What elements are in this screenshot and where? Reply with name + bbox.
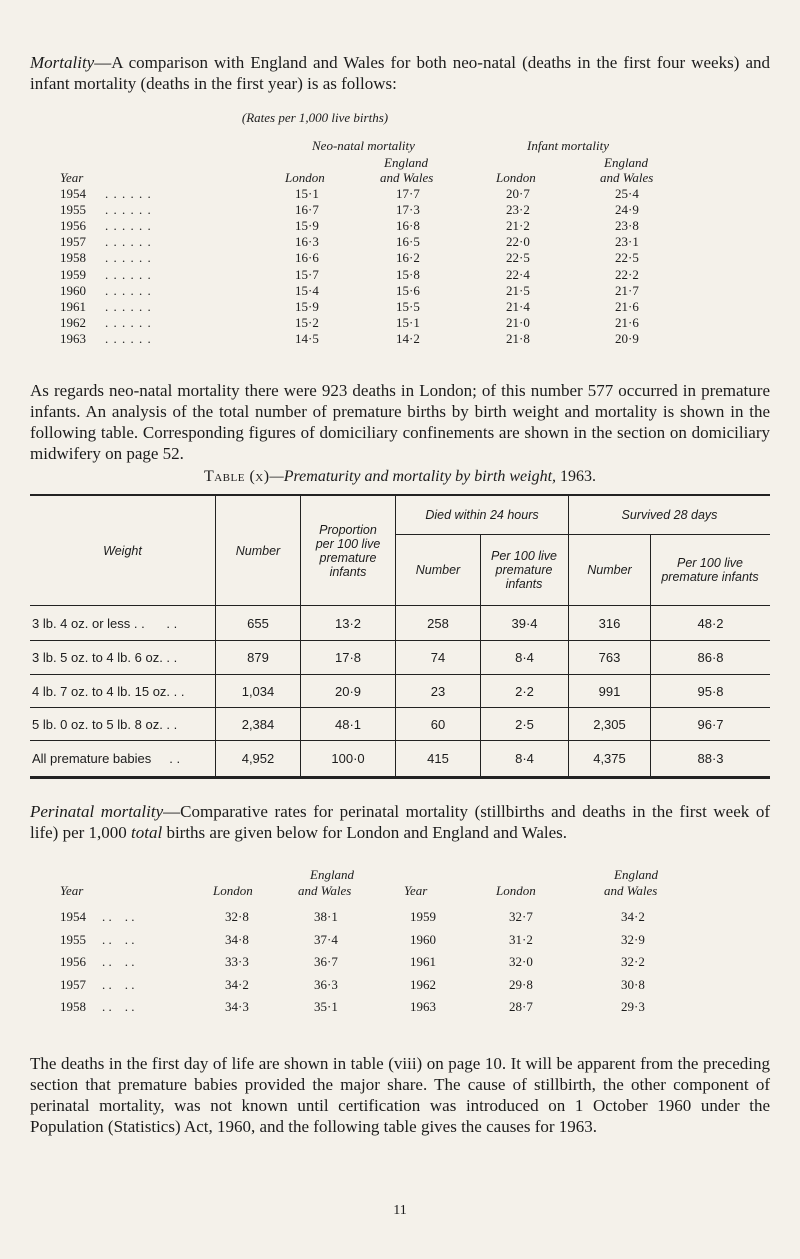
number-header: Number [235, 543, 281, 558]
died-per100-cell: 8·4 [515, 650, 534, 665]
neonatal-london-cell: 15·2 [295, 314, 319, 330]
weight-cell: 3 lb. 4 oz. or less . . . . [32, 615, 178, 631]
died-per100-cell: 8·4 [515, 751, 534, 766]
leader-dots: . . . . . . [105, 186, 152, 201]
infant-ew-cell: 21·7 [615, 282, 639, 298]
infant-london-cell: 22·5 [506, 250, 530, 266]
pt-ew-cell: 37·4 [314, 931, 338, 947]
pt-year-cell: 1962 [410, 976, 436, 992]
pt-london-cell: 31·2 [509, 931, 533, 947]
survived-number-cell: 2,305 [593, 716, 626, 732]
mortality-row [0, 299, 800, 313]
infant-london-cell: 22·4 [506, 266, 530, 282]
infant-ew-cell: 22·5 [615, 250, 639, 266]
died-per100-cell: 2·5 [515, 716, 534, 732]
infant-london-cell: 21·5 [506, 282, 530, 298]
group-infant-header: Infant mortality [527, 138, 609, 153]
neonatal-ew-cell: 15·1 [396, 314, 420, 330]
survived-number-cell: 316 [598, 615, 621, 631]
pt-year-cell: 1960 [410, 931, 436, 947]
neonatal-ew-cell: 17·3 [396, 202, 420, 218]
mortality-row [0, 186, 800, 200]
pt-year-cell: 1954 [60, 909, 86, 924]
infant-ew-cell: 22·2 [615, 266, 639, 282]
pt-year-cell: 1956 [60, 954, 86, 969]
pt-year-cell: 1959 [410, 909, 436, 924]
neonatal-london-cell: 16·6 [295, 250, 319, 266]
number-cell: 4,952 [241, 751, 275, 766]
intro-text: —A comparison with England and Wales for both neo-natal (deaths in the first four weeks) and infant mortality (deaths in the first year) is as follows: [30, 53, 770, 93]
mortality-row [0, 250, 800, 264]
infant-london-cell: 21·8 [506, 330, 530, 346]
proportion-cell: 48·1 [334, 716, 362, 732]
pt-year-header-a: Year [60, 883, 84, 898]
leader-dots: . . . . . . [105, 202, 152, 218]
infant-ew-header-1: England [604, 155, 649, 170]
neonatal-ew-cell: 15·6 [396, 282, 420, 298]
year-cell: 1958 [60, 250, 86, 266]
infant-ew-cell: 21·6 [615, 298, 639, 314]
pt-london-cell: 29·8 [509, 976, 533, 992]
pt-year-cell: 1957 [60, 976, 86, 992]
group-neonatal-header: Neo-natal mortality [312, 138, 415, 153]
rates-note: (Rates per 1,000 live births) [241, 110, 389, 125]
pt-year-cell: 1961 [410, 954, 436, 969]
pt-london-cell: 32·8 [225, 909, 249, 924]
leader-dots: . . . . . . [105, 330, 152, 346]
year-cell: 1954 [60, 186, 86, 201]
pt-leader-dots: . . . . [102, 954, 135, 969]
table-x-year: 1963. [556, 468, 597, 485]
survived-number-cell: 4,375 [593, 751, 626, 766]
pt-leader-dots: . . . . [102, 931, 135, 947]
premature-paragraph: As regards neo-natal mortality there were 923 deaths in London; of this number 577 occurred in premature infants. An analysis of the total number of premature births by birth weight and mortality is shown in the following table. Corresponding figures of domiciliary confinements are shown in the section on domiciliary midwifery on page 52. [30, 381, 770, 463]
weight-cell: All premature babies . . [32, 751, 181, 766]
mortality-row [0, 267, 800, 281]
proportion-cell: 13·2 [334, 615, 362, 631]
perinatal-text-a: —Comparative rates for perinatal mortality (stillbirths and deaths in the first week of life) per 1,000 [30, 802, 771, 842]
year-cell: 1956 [60, 218, 86, 234]
pt-leader-dots: . . . . [102, 909, 135, 924]
leader-dots: . . . . . . [105, 282, 152, 298]
pt-london-header-b: London [496, 883, 536, 898]
year-cell: 1963 [60, 330, 86, 346]
leader-dots: . . . . . . [105, 234, 152, 250]
pt-ew-cell: 30·8 [621, 976, 645, 992]
mortality-row [0, 234, 800, 248]
proportion-cell: 17·8 [334, 650, 362, 665]
neonatal-ew-cell: 17·7 [396, 186, 420, 201]
infant-ew-cell: 20·9 [615, 330, 639, 346]
pt-london-cell: 32·7 [509, 909, 533, 924]
weight-cell: 5 lb. 0 oz. to 5 lb. 8 oz. . . [32, 716, 178, 732]
perinatal-text-b: births are given below for London and England and Wales. [162, 823, 567, 842]
neonatal-london-cell: 15·9 [295, 298, 319, 314]
neonatal-ew-cell: 16·8 [396, 218, 420, 234]
survived-number-header: Number [587, 563, 632, 577]
survived-number-cell: 991 [598, 683, 621, 699]
neonatal-ew-header-2: and Wales [380, 170, 434, 185]
died-number-header: Number [415, 563, 461, 577]
infant-london-cell: 21·2 [506, 218, 530, 234]
year-cell: 1962 [60, 314, 86, 330]
died-24h-header: Died within 24 hours [425, 508, 539, 522]
leader-dots: . . . . . . [105, 314, 152, 330]
survived-number-cell: 763 [598, 650, 621, 665]
neonatal-ew-cell: 15·5 [396, 298, 420, 314]
neonatal-ew-cell: 16·2 [396, 250, 420, 266]
number-cell: 2,384 [241, 716, 275, 732]
table-x-label: Table (x) [203, 468, 270, 485]
weight-header: Weight [103, 543, 142, 558]
mortality-table [0, 130, 800, 380]
neonatal-london-cell: 16·3 [295, 234, 319, 250]
weight-cell: 4 lb. 7 oz. to 4 lb. 15 oz. . . [32, 683, 185, 699]
year-cell: 1959 [60, 266, 86, 282]
pt-ew-cell: 34·2 [621, 909, 645, 924]
neonatal-london-cell: 15·9 [295, 218, 319, 234]
table-x-caption [0, 468, 800, 486]
survived-per100-cell: 86·8 [697, 650, 724, 665]
number-cell: 1,034 [241, 683, 275, 699]
pt-london-cell: 33·3 [225, 954, 249, 969]
neonatal-ew-header-1: England [384, 155, 429, 170]
pt-ew-header-1b: England [614, 867, 659, 882]
perinatal-lead: Perinatal mortality [30, 802, 164, 821]
pt-london-cell: 28·7 [509, 999, 533, 1014]
neonatal-london-cell: 15·4 [295, 282, 319, 298]
pt-leader-dots: . . . . [102, 976, 135, 992]
year-cell: 1955 [60, 202, 86, 218]
neonatal-london-header: London [285, 170, 325, 185]
died-number-cell: 23 [430, 683, 446, 699]
pt-ew-cell: 35·1 [314, 999, 338, 1014]
pt-ew-cell: 38·1 [314, 909, 338, 924]
infant-ew-cell: 21·6 [615, 314, 639, 330]
infant-ew-cell: 25·4 [615, 186, 639, 201]
pt-london-cell: 34·3 [225, 999, 249, 1014]
neonatal-london-cell: 15·7 [295, 266, 319, 282]
neonatal-ew-cell: 15·8 [396, 266, 420, 282]
mortality-row [0, 218, 800, 232]
pt-ew-header-1a: England [310, 867, 355, 882]
pt-london-cell: 34·8 [225, 931, 249, 947]
mortality-row [0, 202, 800, 216]
infant-london-cell: 23·2 [506, 202, 530, 218]
number-cell: 879 [247, 650, 269, 665]
leader-dots: . . . . . . [105, 218, 152, 234]
pt-london-cell: 34·2 [225, 976, 249, 992]
infant-london-header: London [496, 170, 536, 185]
year-header: Year [60, 170, 84, 185]
infant-london-cell: 20·7 [506, 186, 530, 201]
neonatal-ew-cell: 14·2 [396, 330, 420, 346]
pt-ew-cell: 29·3 [621, 999, 645, 1014]
infant-london-cell: 21·4 [506, 298, 530, 314]
leader-dots: . . . . . . [105, 298, 152, 314]
neonatal-london-cell: 14·5 [295, 330, 319, 346]
page-number: 11 [393, 1203, 407, 1218]
leader-dots: . . . . . . [105, 250, 152, 266]
survived-per100-cell: 96·7 [697, 716, 724, 732]
died-per100-header: Per 100 live premature infants [490, 549, 557, 591]
survived-28d-header: Survived 28 days [621, 508, 718, 522]
pt-ew-header-2a: and Wales [298, 883, 352, 898]
pt-ew-cell: 36·7 [314, 954, 338, 969]
pt-ew-cell: 32·2 [621, 954, 645, 969]
table-x-title: —Prematurity and mortality by birth weight, [269, 468, 557, 485]
weight-cell: 3 lb. 5 oz. to 4 lb. 6 oz. . . [32, 650, 178, 665]
perinatal-paragraph [30, 801, 770, 843]
year-cell: 1957 [60, 234, 86, 250]
died-per100-cell: 2·2 [515, 683, 534, 699]
survived-per100-cell: 95·8 [697, 683, 724, 699]
pt-leader-dots: . . . . [102, 999, 135, 1014]
neonatal-ew-cell: 16·5 [396, 234, 420, 250]
died-number-cell: 74 [430, 650, 446, 665]
year-cell: 1961 [60, 298, 86, 314]
survived-per100-cell: 48·2 [697, 615, 724, 631]
infant-ew-cell: 23·1 [615, 234, 639, 250]
survived-per100-cell: 88·3 [697, 751, 724, 766]
pt-year-cell: 1955 [60, 931, 86, 947]
infant-ew-cell: 24·9 [615, 202, 639, 218]
pt-ew-cell: 32·9 [621, 931, 645, 947]
died-per100-cell: 39·4 [511, 615, 538, 631]
proportion-header: Proportion per 100 live premature infants [315, 522, 381, 579]
proportion-cell: 20·9 [334, 683, 362, 699]
mortality-row [0, 331, 800, 345]
pt-london-header-a: London [213, 883, 253, 898]
proportion-cell: 100·0 [331, 751, 365, 766]
pt-year-cell: 1963 [410, 999, 436, 1014]
died-number-cell: 258 [427, 615, 449, 631]
intro-lead: Mortality [30, 53, 95, 72]
survived-per100-header: Per 100 live premature infants [661, 556, 759, 584]
stillbirth-paragraph: The deaths in the first day of life are shown in table (viii) on page 10. It will be apparent from the preceding section that premature babies provided the major share. The cause of stillbirth, the other component of perinatal mortality, was not known until certification was introduced on 1 October 1960 under the Population (Statistics) Act, 1960, and the following table gives the causes for 1963. [30, 1054, 770, 1136]
pt-london-cell: 32·0 [509, 954, 533, 969]
neonatal-london-cell: 15·1 [295, 186, 319, 201]
mortality-row [0, 283, 800, 297]
pt-ew-cell: 36·3 [314, 976, 338, 992]
year-cell: 1960 [60, 282, 86, 298]
number-cell: 655 [247, 615, 269, 631]
pt-year-header-b: Year [404, 883, 428, 898]
leader-dots: . . . . . . [105, 266, 152, 282]
infant-ew-cell: 23·8 [615, 218, 639, 234]
pt-ew-header-2b: and Wales [604, 883, 658, 898]
pt-year-cell: 1958 [60, 999, 86, 1014]
infant-london-cell: 22·0 [506, 234, 530, 250]
mortality-row [0, 315, 800, 329]
died-number-cell: 415 [427, 751, 449, 766]
prematurity-table [30, 494, 770, 779]
died-number-cell: 60 [430, 716, 446, 732]
infant-ew-header-2: and Wales [600, 170, 654, 185]
intro-paragraph [30, 52, 770, 94]
perinatal-total: total [131, 823, 163, 842]
infant-london-cell: 21·0 [506, 314, 530, 330]
neonatal-london-cell: 16·7 [295, 202, 319, 218]
